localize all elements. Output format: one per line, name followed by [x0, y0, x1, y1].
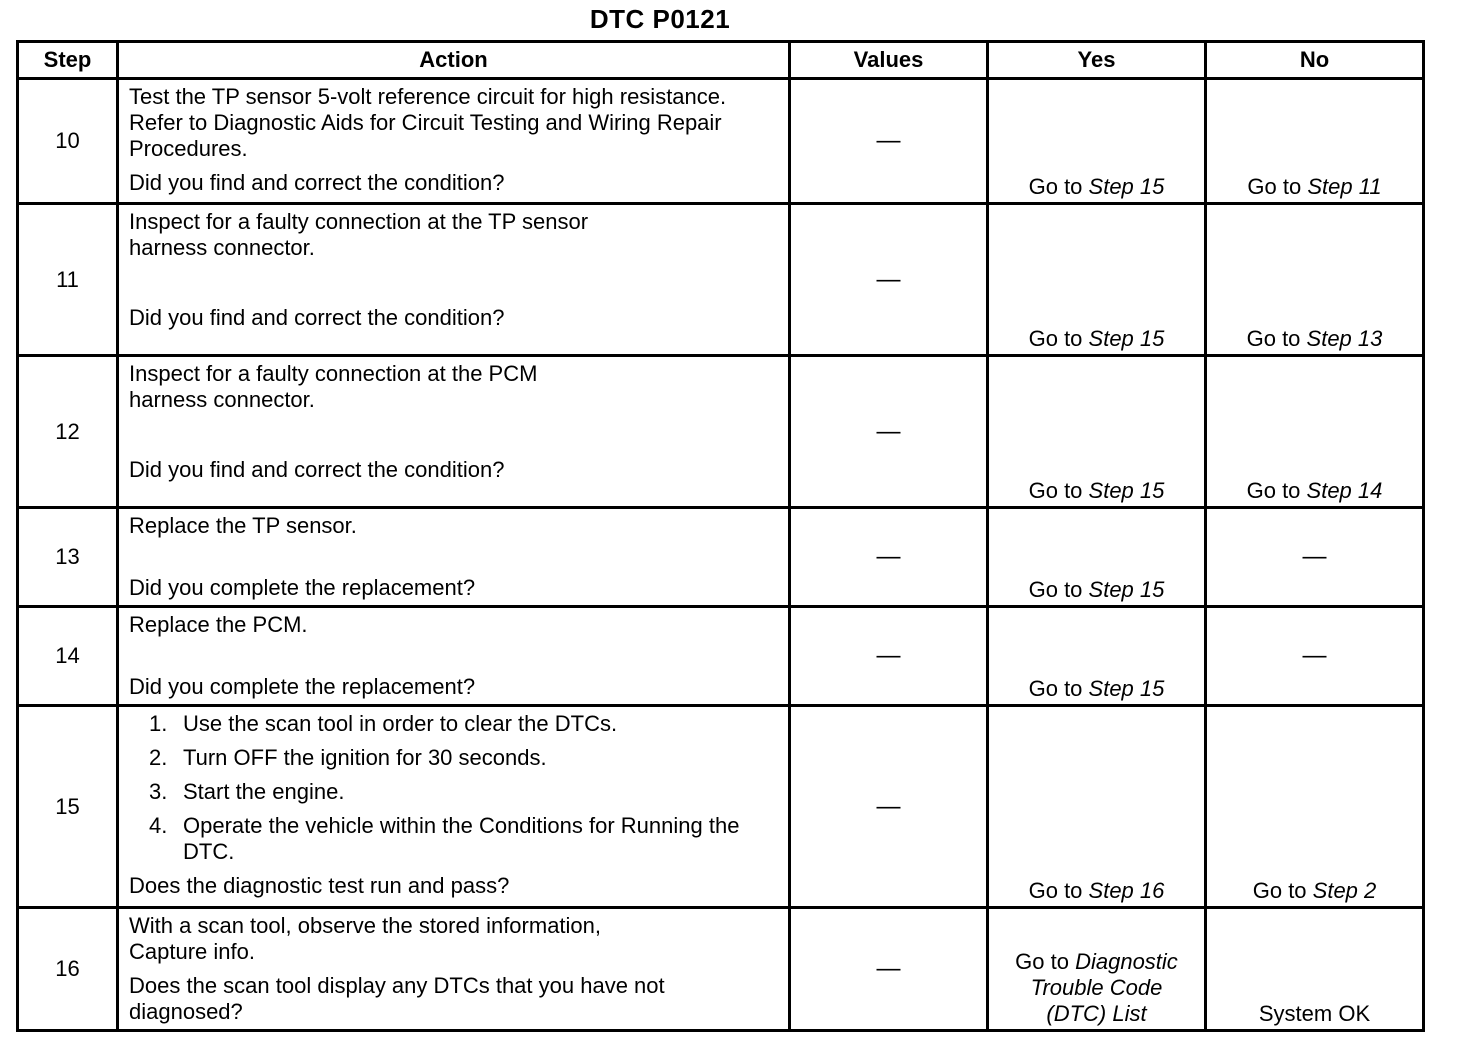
action-question: Did you find and correct the condition?	[129, 170, 505, 195]
goto-label: Go to	[1028, 676, 1089, 701]
substep-number: 4.	[149, 813, 168, 838]
header-action: Action	[118, 42, 790, 79]
substep-text: Turn OFF the ignition for 30 seconds.	[183, 745, 547, 770]
no-cell: —	[1206, 607, 1424, 706]
goto-label: Go to	[1028, 878, 1089, 903]
value-cell: —	[790, 607, 988, 706]
action-text: With a scan tool, observe the stored information, Capture info.	[129, 913, 602, 964]
substep-text: Start the engine.	[183, 779, 345, 804]
step-number: 12	[18, 356, 118, 508]
goto-label: Go to	[1246, 478, 1307, 503]
no-step-link[interactable]: Step 11	[1307, 174, 1382, 199]
action-cell	[118, 706, 790, 908]
no-cell: System OK	[1206, 908, 1424, 1031]
yes-step-link[interactable]: Step 15	[1088, 577, 1165, 602]
action-question: Does the scan tool display any DTCs that you have not diagnosed?	[129, 973, 665, 1024]
value-cell: —	[790, 508, 988, 607]
yes-step-link[interactable]: Step 16	[1088, 878, 1165, 903]
goto-label: Go to	[1015, 949, 1076, 974]
action-text: Replace the TP sensor.	[129, 513, 357, 538]
substep-text: Operate the vehicle within the Conditions for Running the DTC.	[183, 813, 740, 864]
action-text: Inspect for a faulty connection at the PCM harness connector.	[129, 361, 538, 412]
step-number: 15	[18, 706, 118, 908]
yes-cell	[988, 356, 1206, 508]
header-values: Values	[790, 42, 988, 79]
yes-cell	[988, 607, 1206, 706]
action-question: Did you find and correct the condition?	[129, 457, 505, 482]
table-row	[18, 607, 1424, 706]
list-item	[149, 711, 778, 737]
no-cell: —	[1206, 508, 1424, 607]
substep-list	[129, 711, 778, 865]
header-yes: Yes	[988, 42, 1206, 79]
yes-step-link[interactable]: Step 15	[1088, 174, 1165, 199]
step-number: 13	[18, 508, 118, 607]
action-question: Does the diagnostic test run and pass?	[129, 873, 510, 898]
yes-step-link[interactable]: Diagnostic Trouble Code (DTC) List	[1030, 949, 1178, 1026]
table-row	[18, 356, 1424, 508]
yes-cell	[988, 204, 1206, 356]
yes-step-link[interactable]: Step 15	[1088, 676, 1165, 701]
action-question: Did you find and correct the condition?	[129, 305, 505, 330]
table-row	[18, 706, 1424, 908]
substep-number: 3.	[149, 779, 168, 804]
no-step-link[interactable]: Step 2	[1312, 878, 1377, 903]
no-cell	[1206, 204, 1424, 356]
action-cell	[118, 204, 790, 356]
header-row	[18, 42, 1424, 79]
action-question: Did you complete the replacement?	[129, 674, 476, 699]
yes-cell	[988, 79, 1206, 204]
goto-label: Go to	[1028, 478, 1089, 503]
header-step: Step	[18, 42, 118, 79]
value-cell: —	[790, 356, 988, 508]
action-text: Inspect for a faulty connection at the TP sensor harness connector.	[129, 209, 589, 260]
substep-number: 2.	[149, 745, 168, 770]
value-cell: —	[790, 908, 988, 1031]
table-row	[18, 79, 1424, 204]
yes-cell	[988, 508, 1206, 607]
action-text: Test the TP sensor 5-volt reference circuit for high resistance. Refer to Diagnostic Aids for Circuit Testing and Wiring Repair Procedures.	[129, 84, 727, 161]
step-number: 11	[18, 204, 118, 356]
no-cell	[1206, 79, 1424, 204]
action-question: Did you complete the replacement?	[129, 575, 476, 600]
action-cell	[118, 356, 790, 508]
table-row	[18, 204, 1424, 356]
yes-step-link[interactable]: Step 15	[1088, 326, 1165, 351]
list-item	[149, 779, 778, 805]
goto-label: Go to	[1028, 577, 1089, 602]
substep-number: 1.	[149, 711, 168, 736]
no-cell	[1206, 356, 1424, 508]
yes-cell	[988, 706, 1206, 908]
no-step-link[interactable]: Step 13	[1306, 326, 1383, 351]
step-number: 14	[18, 607, 118, 706]
action-text: Replace the PCM.	[129, 612, 308, 637]
header-no: No	[1206, 42, 1424, 79]
value-cell: —	[790, 204, 988, 356]
value-cell: —	[790, 79, 988, 204]
step-number: 10	[18, 79, 118, 204]
step-number: 16	[18, 908, 118, 1031]
substep-text: Use the scan tool in order to clear the DTCs.	[183, 711, 618, 736]
goto-label: Go to	[1246, 326, 1307, 351]
value-cell: —	[790, 706, 988, 908]
goto-label: Go to	[1028, 174, 1089, 199]
dtc-table	[16, 40, 1425, 1032]
goto-label: Go to	[1028, 326, 1089, 351]
yes-cell	[988, 908, 1206, 1031]
no-step-link[interactable]: Step 14	[1306, 478, 1383, 503]
page-title: DTC P0121	[589, 4, 731, 34]
list-item	[149, 813, 778, 865]
action-cell	[118, 908, 790, 1031]
list-item	[149, 745, 778, 771]
no-cell	[1206, 706, 1424, 908]
yes-step-link[interactable]: Step 15	[1088, 478, 1165, 503]
action-cell	[118, 607, 790, 706]
table-row	[18, 908, 1424, 1031]
action-cell	[118, 79, 790, 204]
action-cell	[118, 508, 790, 607]
table-row	[18, 508, 1424, 607]
goto-label: Go to	[1247, 174, 1308, 199]
goto-label: Go to	[1252, 878, 1313, 903]
